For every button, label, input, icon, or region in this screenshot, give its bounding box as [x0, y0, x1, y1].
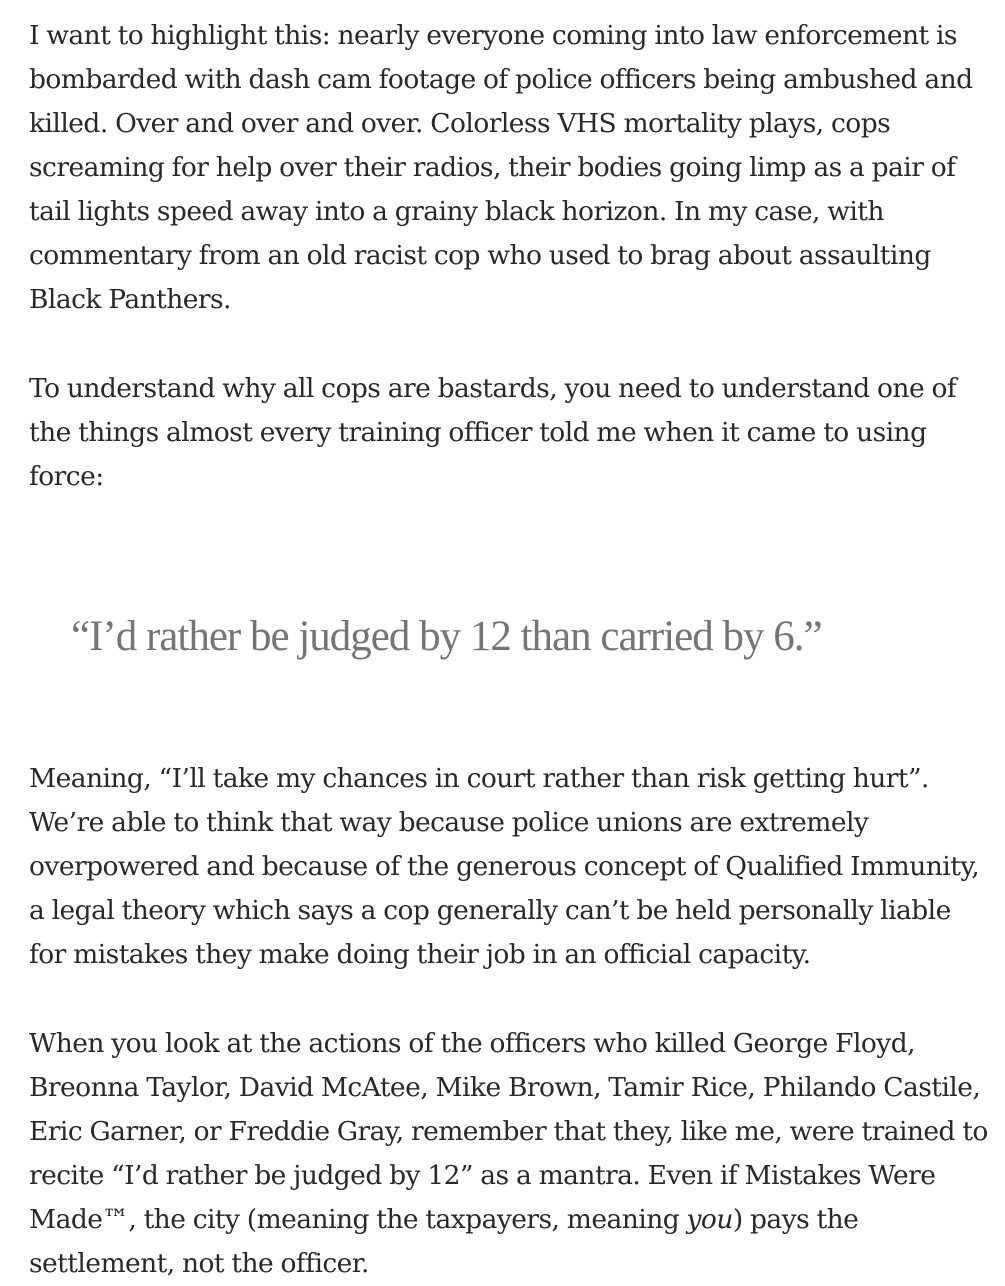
paragraph-qualified-immunity: Meaning, “I’ll take my chances in court rather than risk getting hurt”. We’re able to think that way because police unions are extremely overpowered and because of the generous concept of Qualified Immunity, a legal theory which says a cop generally can’t be held personally liable for mistakes they make doing their job in an official capacity. — [29, 763, 980, 970]
paragraph-officers-trained — [29, 1022, 989, 1286]
paragraph-text-part: ) pays the settlement, not the officer. — [29, 1204, 859, 1279]
emphasized-word: you — [686, 1204, 733, 1235]
paragraph-text-part: When you look at the actions of the officers who killed George Floyd, Breonna Taylor, David McAtee, Mike Brown, Tamir Rice, Philando Castile, Eric Garner, or Freddie Gray, remember that they, like me, were trained to recite “I’d rather be judged by 12” as a mantra. Even if Mistakes Were Made™, the city (meaning the taxpayers, meaning — [29, 1028, 988, 1235]
article-body — [29, 14, 989, 1286]
paragraph-training-officer: To understand why all cops are bastards, you need to understand one of the things almost every training officer told me when it came to using force: — [29, 373, 957, 492]
pull-quote: “I’d rather be judged by 12 than carried by 6.” — [71, 613, 822, 660]
paragraph-dash-cam-footage: I want to highlight this: nearly everyone coming into law enforcement is bombarded with dash cam footage of police officers being ambushed and killed. Over and over and over. Colorless VHS mortality plays, cops screaming for help over their radios, their bodies going limp as a pair of tail lights speed away into a grainy black horizon. In my case, with commentary from an old racist cop who used to brag about assaulting Black Panthers. — [29, 20, 973, 315]
